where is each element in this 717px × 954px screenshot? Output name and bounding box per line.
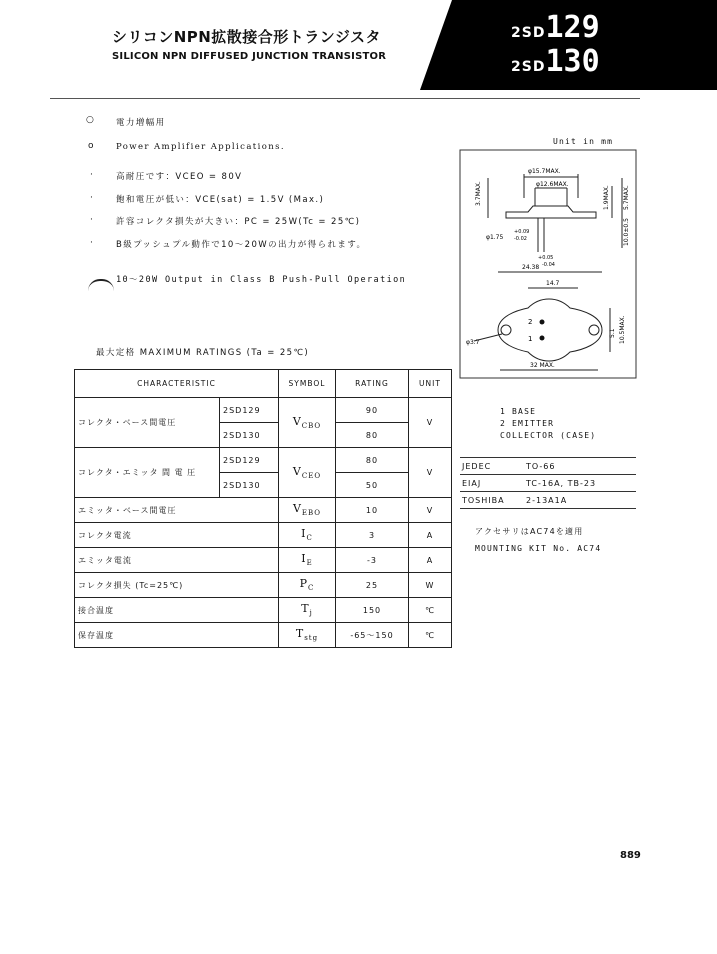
row-rating: 10 [336,498,409,523]
dot-icon: · [90,238,93,248]
std-code: TO-66 [524,458,636,475]
dot-icon: · [90,215,93,225]
feature-5: 10～20W Output in Class B Push-Pull Operation [116,275,407,285]
row-char: 接合温度 [75,598,279,623]
page-number: 889 [620,850,641,861]
table-row [75,623,452,648]
dim-label: +0.09 [514,229,530,235]
row-rating: 150 [336,598,409,623]
header-rule [50,98,640,99]
accessory-jp: アクセサリはAC74を適用 [475,527,584,536]
dim-label: 3.7MAX. [475,181,482,206]
mount-hole-left [501,325,511,335]
row-symbol: $T_j$ [279,598,336,623]
scan-mark-icon [88,279,114,291]
dim-label: 10.0±0.5 [623,218,630,246]
header-characteristic: CHARACTERISTIC [75,370,279,398]
row-unit: V [409,448,452,498]
table-row [75,448,452,473]
row-char: コレクタ損失 (Tc=25℃) [75,573,279,598]
mount-hole-right [589,325,599,335]
table-row [75,573,452,598]
part-number-1 [511,10,600,45]
dim-label: 14.7 [546,280,560,287]
table-row [75,498,452,523]
pin-2-dot [540,320,545,325]
case-side-shape [506,206,596,218]
part-prefix: 2SD [511,59,546,75]
part-prefix: 2SD [511,25,546,41]
row-rating: 80 [336,448,409,473]
ratings-title: 最大定格 MAXIMUM RATINGS (Ta = 25℃) [96,348,310,358]
dim-label: -0.04 [542,262,555,268]
row-unit: A [409,523,452,548]
row-rating: 50 [336,473,409,498]
bullet-icon: o [88,141,94,151]
application-en: Power Amplifier Applications. [116,142,285,152]
title-english: SILICON NPN DIFFUSED JUNCTION TRANSISTOR [112,51,387,62]
row-rating: 25 [336,573,409,598]
std-org: TOSHIBA [460,492,524,509]
table-row [75,548,452,573]
pin-legend-3: COLLECTOR (CASE) [500,431,597,440]
case-top-shape [498,299,602,361]
row-symbol: $I_C$ [279,523,336,548]
row-symbol: $I_E$ [279,548,336,573]
row-char: コレクタ電流 [75,523,279,548]
application-jp: 電力増幅用 [116,118,166,128]
std-code: 2-13A1A [524,492,636,509]
dim-label: -0.02 [514,236,527,242]
title-japanese: シリコンNPN拡散接合形トランジスタ [112,28,381,46]
row-char: コレクタ・エミッタ 間 電 圧 [75,448,220,498]
header-rating: RATING [336,370,409,398]
row-rating: -65～150 [336,623,409,648]
table-row [75,598,452,623]
row-symbol: $T_{stg}$ [279,623,336,648]
row-unit: W [409,573,452,598]
row-unit: V [409,398,452,448]
feature-2: 飽和電圧が低い：VCE(sat) = 1.5V (Max.) [116,195,325,205]
pin-legend-2: 2 EMITTER [500,419,555,428]
dim-label: 24.38 [522,264,540,271]
package-outline-drawing [458,148,638,448]
dim-label: 32 MAX. [530,362,555,369]
std-org: EIAJ [460,475,524,492]
row-char: エミッタ・ベース間電圧 [75,498,279,523]
part-number-129: 129 [545,10,600,45]
part-number-2 [511,44,600,79]
table-row [460,492,636,509]
dim-label: φ15.7MAX. [528,168,561,175]
header-symbol: SYMBOL [279,370,336,398]
dim-label: φ3.7 [466,339,480,346]
row-sub: 2SD129 [220,398,279,423]
dim-label: 5.1 [609,328,616,338]
pin-legend-1: 1 BASE [500,407,537,416]
dim-label: +0.05 [538,255,554,261]
row-unit: V [409,498,452,523]
pin-label: 2 [528,318,533,326]
row-symbol: $V_{EBO}$ [279,498,336,523]
row-rating: 90 [336,398,409,423]
dim-label: 1.9MAX. [603,185,610,210]
std-code: TC-16A, TB-23 [524,475,636,492]
row-symbol: $P_C$ [279,573,336,598]
row-unit: ℃ [409,598,452,623]
row-rating: 3 [336,523,409,548]
header-unit: UNIT [409,370,452,398]
row-char: エミッタ電流 [75,548,279,573]
dim-label: 5.7MAX. [623,185,630,210]
feature-3: 許容コレクタ損失が大きい：PC = 25W(Tc = 25℃) [116,217,361,227]
ratings-header-row [75,370,452,398]
row-sub: 2SD130 [220,423,279,448]
dot-icon: · [90,193,93,203]
dim-label: φ1.75 [486,234,504,241]
feature-1: 高耐圧です：VCEO = 80V [116,172,243,182]
unit-label: Unit in mm [553,137,614,146]
circle-bullet-icon: ○ [86,115,94,125]
row-sub: 2SD130 [220,473,279,498]
table-row [460,458,636,475]
package-standards-table [460,457,636,509]
row-unit: ℃ [409,623,452,648]
row-sub: 2SD129 [220,448,279,473]
row-symbol: $V_{CEO}$ [279,448,336,498]
table-row [460,475,636,492]
feature-4: B級プッシュプル動作で10～20Wの出力が得られます。 [116,240,367,250]
row-unit: A [409,548,452,573]
std-org: JEDEC [460,458,524,475]
ratings-table [74,369,452,648]
row-rating: 80 [336,423,409,448]
accessory-en: MOUNTING KIT No. AC74 [475,544,602,553]
row-char: コレクタ・ベース間電圧 [75,398,220,448]
row-rating: -3 [336,548,409,573]
pin-label: 1 [528,335,533,343]
table-row [75,523,452,548]
row-char: 保存温度 [75,623,279,648]
part-number-130: 130 [545,44,600,79]
dim-label: 10.5MAX. [619,315,626,344]
table-row [75,398,452,423]
dim-label: φ12.6MAX. [536,181,569,188]
dot-icon: · [90,170,93,180]
row-symbol: $V_{CBO}$ [279,398,336,448]
pin-1-dot [540,336,545,341]
